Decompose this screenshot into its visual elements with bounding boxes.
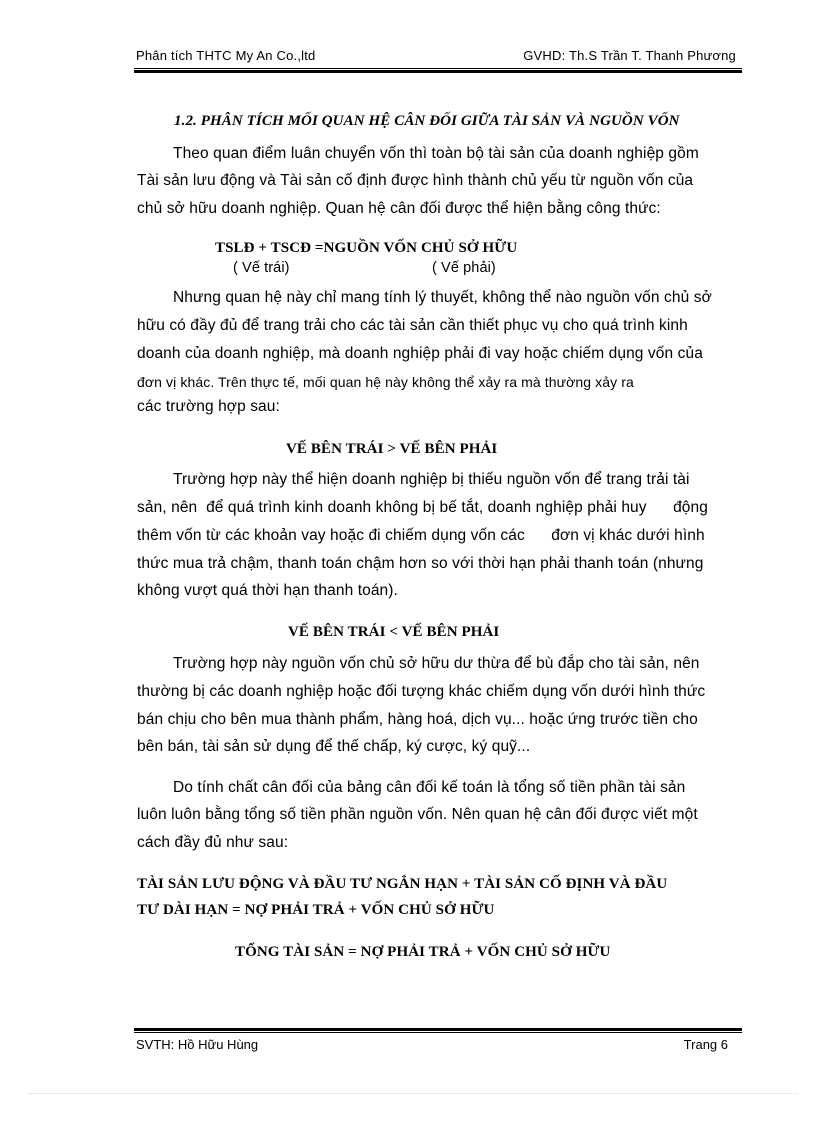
- case2-line: bên bán, tài sản sử dụng để thế chấp, ký cược, ký quỹ...: [137, 738, 531, 755]
- formula-full-line: TÀI SẢN LƯU ĐỘNG VÀ ĐẦU TƯ NGẮN HẠN + TÀI SẢN CỐ ĐỊNH VÀ ĐẦU: [137, 876, 668, 892]
- case1-line: sản, nên để quá trình kinh doanh không bị bế tắt, doanh nghiệp phải huy động: [137, 499, 708, 516]
- case1-line: Trường hợp này thể hiện doanh nghiệp bị thiếu nguồn vốn để trang trải tài: [173, 471, 690, 488]
- header-instructor: GVHD: Th.S Trần T. Thanh Phương: [523, 48, 736, 63]
- page-number: Trang 6: [683, 1037, 728, 1052]
- case2-line: Trường hợp này nguồn vốn chủ sở hữu dư thừa để bù đắp cho tài sản, nên: [173, 655, 700, 672]
- case1-line: thức mua trả chậm, thanh toán chậm hơn so với thời hạn phải thanh toán (nhưng: [137, 555, 704, 572]
- formula-left-label: ( Vế trái): [233, 260, 290, 276]
- paragraph3-line: cách đầy đủ như sau:: [137, 834, 289, 851]
- formula-total-assets: TỔNG TÀI SẢN = NỢ PHẢI TRẢ + VỐN CHỦ SỞ HỮU: [235, 944, 611, 960]
- paragraph2-line: Nhưng quan hệ này chỉ mang tính lý thuyết, không thể nào nguồn vốn chủ sở: [173, 289, 712, 306]
- formula-right-label: ( Vế phải): [432, 260, 496, 276]
- page-bottom-edge: [28, 1093, 798, 1094]
- footer-divider-thin: [134, 1032, 742, 1033]
- page-header: [134, 46, 742, 66]
- paragraph3-line: luôn luôn bằng tổng số tiền phần nguồn vốn. Nên quan hệ cân đối được viết một: [137, 806, 698, 823]
- formula-full-line: TƯ DÀI HẠN = NỢ PHẢI TRẢ + VỐN CHỦ SỞ HỮU: [137, 902, 495, 918]
- header-divider-thin: [134, 68, 742, 69]
- header-divider-thick: [134, 70, 742, 73]
- header-course-title: Phân tích THTC My An Co.,ltd: [136, 48, 316, 63]
- paragraph2-line: doanh của doanh nghiệp, mà doanh nghiệp phải đi vay hoặc chiếm dụng vốn của: [137, 345, 703, 362]
- paragraph1-line: Theo quan điểm luân chuyển vốn thì toàn bộ tài sản của doanh nghiệp gồm: [173, 145, 699, 162]
- case2-line: bán chịu cho bên mua thành phẩm, hàng hoá, dịch vụ... hoặc ứng trước tiền cho: [137, 711, 698, 728]
- paragraph2-line: đơn vị khác. Trên thực tế, mối quan hệ này không thể xảy ra mà thường xảy ra: [137, 374, 634, 390]
- page-footer: [134, 1037, 742, 1057]
- paragraph3-line: Do tính chất cân đối của bảng cân đối kế toán là tổng số tiền phần tài sản: [173, 779, 686, 796]
- case1-line: không vượt quá thời hạn thanh toán).: [137, 582, 398, 599]
- paragraph1-line: chủ sở hữu doanh nghiệp. Quan hệ cân đối được thể hiện bằng công thức:: [137, 200, 661, 217]
- case1-line: thêm vốn từ các khoản vay hoặc đi chiếm dụng vốn các đơn vị khác dưới hình: [137, 527, 705, 544]
- section-title: 1.2. PHÂN TÍCH MỐI QUAN HỆ CÂN ĐỐI GIỮA TÀI SẢN VÀ NGUỒN VỐN: [174, 113, 680, 129]
- formula-basic-equation: TSLĐ + TSCĐ =NGUỒN VỐN CHỦ SỞ HỮU: [215, 240, 518, 256]
- case2-heading: VẾ BÊN TRÁI < VẾ BÊN PHẢI: [288, 624, 500, 640]
- paragraph2-line: các trường hợp sau:: [137, 398, 280, 415]
- footer-divider-thick: [134, 1028, 742, 1031]
- footer-student: SVTH: Hồ Hữu Hùng: [136, 1037, 259, 1052]
- case2-line: thường bị các doanh nghiệp hoặc đối tượng khác chiếm dụng vốn dưới hình thức: [137, 683, 706, 700]
- paragraph1-line: Tài sản lưu động và Tài sản cố định được hình thành chủ yếu từ nguồn vốn của: [137, 172, 694, 189]
- paragraph2-line: hữu có đầy đủ để trang trải cho các tài sản cần thiết phục vụ cho quá trình kinh: [137, 317, 688, 334]
- case1-heading: VẾ BÊN TRÁI > VẾ BÊN PHẢI: [286, 441, 498, 457]
